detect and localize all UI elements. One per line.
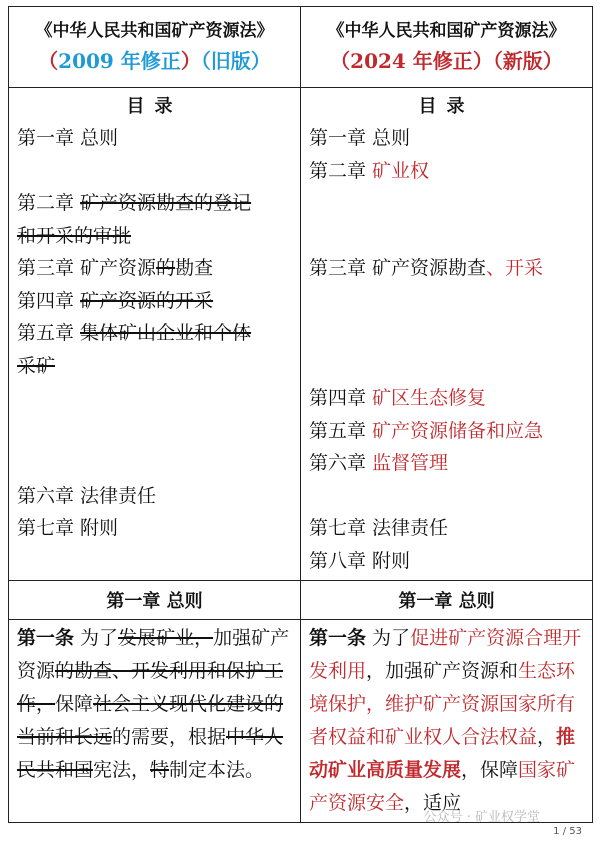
new-toc-ch6: 第六章 监督管理 bbox=[309, 452, 449, 474]
old-toc-ch7: 第七章 附则 bbox=[17, 517, 119, 539]
page-number: 1 / 53 bbox=[553, 826, 582, 837]
old-version-tag: （旧版） bbox=[200, 49, 271, 73]
new-version-tag: （新版） bbox=[492, 49, 563, 73]
new-version-year: 2024 年修正 bbox=[350, 49, 473, 73]
toc-row bbox=[9, 88, 593, 581]
old-version-header: 《中华人民共和国矿产资源法》 （2009 年修正）（旧版） bbox=[9, 7, 301, 88]
header-row bbox=[9, 7, 593, 88]
new-toc-ch5: 第五章 矿产资源储备和应急 bbox=[309, 419, 544, 442]
new-toc-ch4: 第四章 矿区生态修复 bbox=[309, 387, 487, 409]
new-toc-ch8: 第八章 附则 bbox=[309, 549, 411, 572]
new-toc bbox=[301, 88, 593, 581]
toc-heading: 目录 bbox=[126, 96, 183, 117]
old-section-heading: 第一章 总则 bbox=[9, 581, 301, 620]
new-section-heading: 第一章 总则 bbox=[301, 581, 593, 620]
old-toc: 目录 第一章 总则 第二章 矿产资源勘查的登记 和开采的审批 第三章 矿产资源的勘查 第四章 矿产资源的开采 第五章 集体矿山企业和个体 采矿 第六章 法律责任 第七章 附则 bbox=[9, 88, 301, 581]
old-toc-ch4: 第四章 矿产资源的开采 bbox=[17, 289, 214, 312]
old-toc-ch3: 第三章 矿产资源的勘查 bbox=[17, 257, 214, 279]
new-version-header: 《中华人民共和国矿产资源法》 （2024 年修正）（新版） bbox=[301, 7, 593, 88]
article-label: 第一条 bbox=[17, 627, 75, 649]
toc-heading: 目录 bbox=[418, 96, 475, 117]
new-toc-ch3: 第三章 矿产资源勘查、开采 bbox=[309, 257, 544, 279]
watermark: 公众号 · 矿业权学堂 bbox=[423, 810, 540, 825]
comparison-table bbox=[8, 6, 593, 823]
new-law-title: 《中华人民共和国矿产资源法》 bbox=[327, 21, 566, 41]
article1-row bbox=[9, 620, 593, 823]
old-law-title: 《中华人民共和国矿产资源法》 bbox=[35, 21, 274, 41]
old-toc-ch5: 第五章 集体矿山企业和个体 bbox=[17, 322, 252, 344]
article-label: 第一条 bbox=[309, 627, 367, 649]
new-article1: 第一条 为了促进矿产资源合理开发利用，加强矿产资源和生态环境保护，维护矿产资源国家所有者权益和矿业权人合法权益，推动矿业高质量发展，保障国家矿产资源安全，适应 bbox=[301, 620, 593, 823]
new-toc-ch2: 第二章 矿业权 bbox=[309, 159, 430, 182]
comparison-page bbox=[8, 6, 592, 828]
new-toc-ch7: 第七章 法律责任 bbox=[309, 517, 449, 539]
old-toc-ch6: 第六章 法律责任 bbox=[17, 484, 157, 507]
section-row bbox=[9, 581, 593, 620]
old-toc-ch1: 第一章 总则 bbox=[17, 127, 119, 149]
old-toc-ch2: 第二章 矿产资源勘查的登记 bbox=[17, 192, 252, 214]
old-article1: 第一条 为了发展矿业，加强矿产资源的勘查、开发利用和保护工作，保障社会主义现代化建设的当前和长远的需要，根据中华人民共和国宪法，特制定本法。 bbox=[9, 620, 301, 823]
old-version-year: 2009 年修正 bbox=[58, 49, 181, 73]
new-toc-ch1: 第一章 总则 bbox=[309, 127, 411, 149]
